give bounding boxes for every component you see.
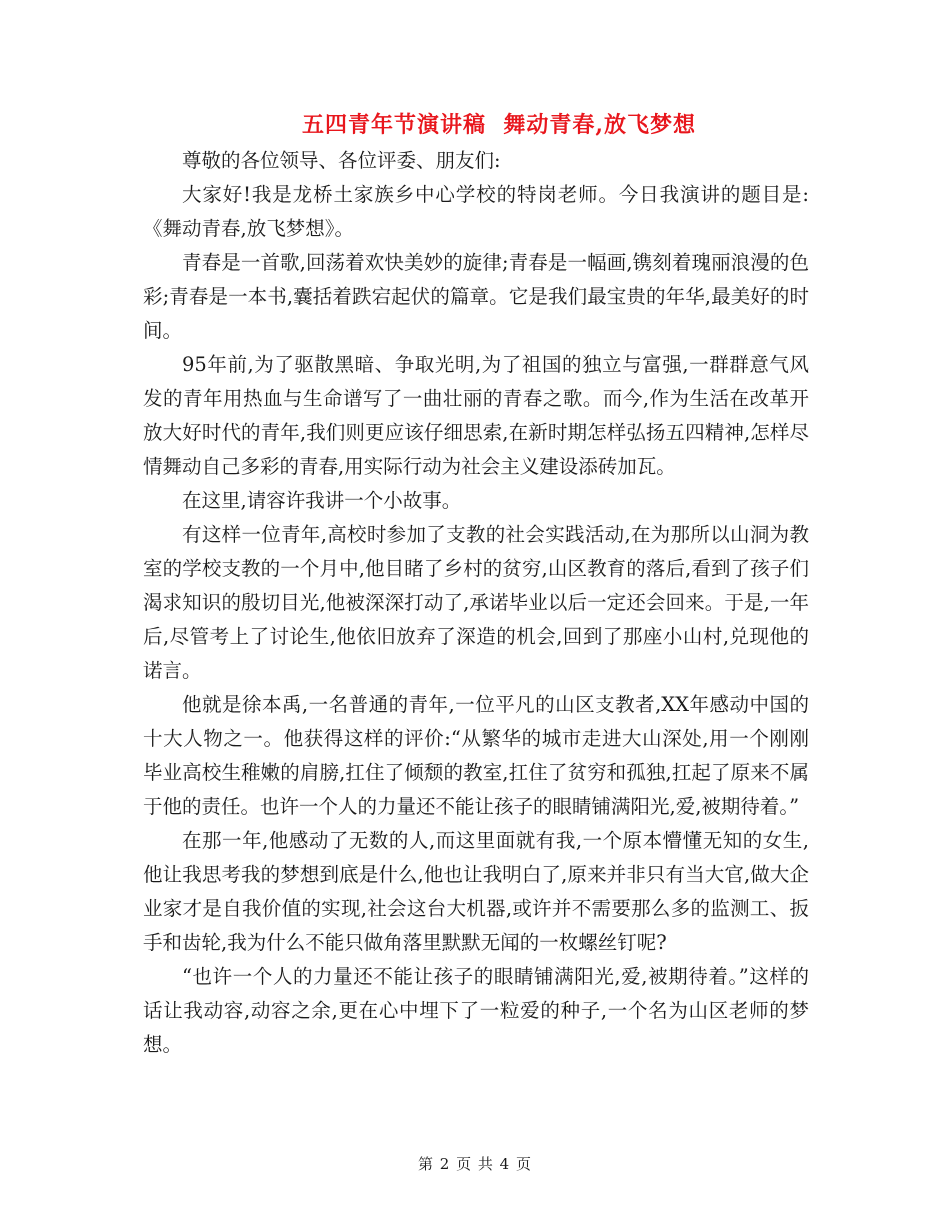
body-paragraph: 青春是一首歌,回荡着欢快美妙的旋律;青春是一幅画,镌刻着瑰丽浪漫的色彩;青春是一本书,囊括着跌宕起伏的篇章。它是我们最宝贵的年华,最美好的时间。 — [143, 251, 809, 342]
body-paragraph: 在这里,请容许我讲一个小故事。 — [182, 489, 462, 512]
body-paragraph: 95年前,为了驱散黑暗、争取光明,为了祖国的独立与富强,一群群意气风发的青年用热血与生命谱写了一曲壮丽的青春之歌。而今,作为生活在改革开放大好时代的青年,我们则更应该仔细思索,在新时期怎样弘扬五四精神,怎样尽情舞动自己多彩的青春,用实际行动为社会主义建设添砖加瓦。 — [143, 353, 809, 478]
body-paragraph: 他就是徐本禹,一名普通的青年,一位平凡的山区支教者,XX年感动中国的十大人物之一。他获得这样的评价:“从繁华的城市走进大山深处,用一个刚刚毕业高校生稚嫩的肩膀,扛住了倾颓的教室,扛住了贫穷和孤独,扛起了原来不属于他的责任。也许一个人的力量还不能让孩子的眼睛铺满阳光,爱,被期待着。” — [143, 693, 809, 818]
greeting-paragraph: 尊敬的各位领导、各位评委、朋友们: — [182, 149, 501, 172]
body-paragraph: 大家好!我是龙桥土家族乡中心学校的特岗老师。今日我演讲的题目是:《舞动青春,放飞梦想》。 — [143, 183, 809, 240]
document-title: 五四青年节演讲稿 舞动青春,放飞梦想 — [302, 112, 696, 138]
body-paragraph: 有这样一位青年,高校时参加了支教的社会实践活动,在为那所以山洞为教室的学校支教的一个月中,他目睹了乡村的贫穷,山区教育的落后,看到了孩子们渴求知识的殷切目光,他被深深打动了,承诺毕业以后一定还会回来。于是,一年后,尽管考上了讨论生,他依旧放弃了深造的机会,回到了那座小山村,兑现他的诺言。 — [143, 523, 809, 682]
document-body — [143, 144, 809, 1062]
body-paragraph: “也许一个人的力量还不能让孩子的眼睛铺满阳光,爱,被期待着。”这样的话让我动容,动容之余,更在心中埋下了一粒爱的种子,一个名为山区老师的梦想。 — [143, 965, 809, 1056]
page-number-footer: 第 2 页 共 4 页 — [418, 1155, 532, 1173]
body-paragraph: 在那一年,他感动了无数的人,而这里面就有我,一个原本懵懂无知的女生,他让我思考我的梦想到底是什么,他也让我明白了,原来并非只有当大官,做大企业家才是自我价值的实现,社会这台大机器,或许并不需要那么多的监测工、扳手和齿轮,我为什么不能只做角落里默默无闻的一枚螺丝钉呢? — [143, 829, 809, 954]
